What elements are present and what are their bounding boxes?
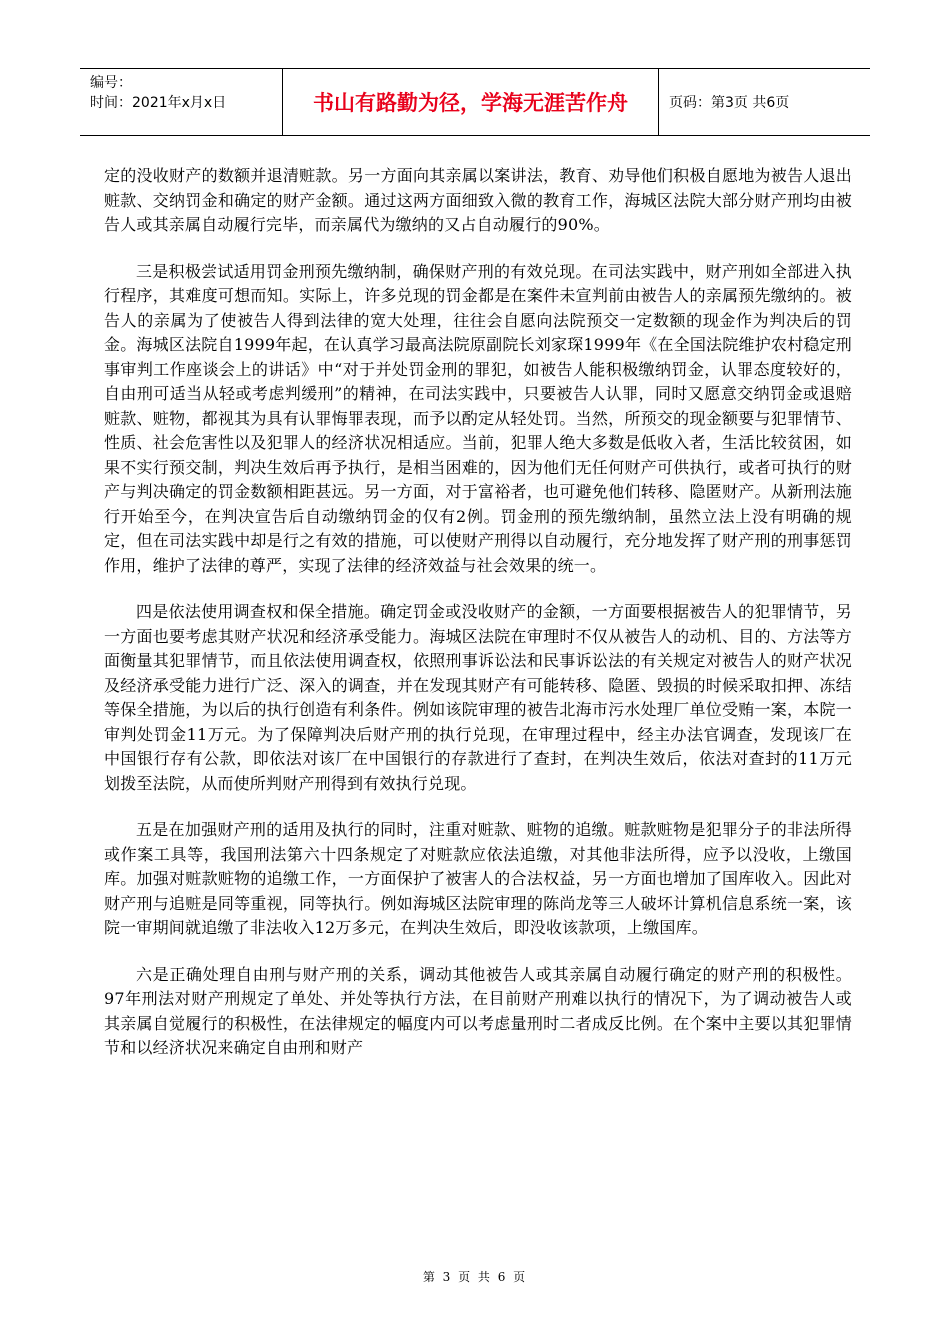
header-page-info: 页码：第3页 共6页 xyxy=(669,95,790,111)
header-meta xyxy=(80,69,283,135)
page-footer: 第 3 页 共 6 页 xyxy=(422,1270,528,1284)
document-number-label: 编号： xyxy=(90,75,132,91)
paragraph: 四是依法使用调查权和保全措施。确定罚金或没收财产的金额，一方面要根据被告人的犯罪情节，另一方面也要考虑其财产状况和经济承受能力。海城区法院在审理时不仅从被告人的动机、目的、方法等方面衡量其犯罪情节，而且依法使用调查权，依照刑事诉讼法和民事诉讼法的有关规定对被告人的财产状况及经济承受能力进行广泛、深入的调查，并在发现其财产有可能转移、隐匿、毁损的时候采取扣押、冻结等保全措施，为以后的执行创造有利条件。例如该院审理的被告北海市污水处理厂单位受贿一案，本院一审判处罚金11万元。为了保障判决后财产刑的执行兑现，在审理过程中，经主办法官调查，发现该厂在中国银行存有公款，即依法对该厂在中国银行的存款进行了查封，在判决生效后，依法对查封的11万元划拨至法院，从而使所判财产刑得到有效执行兑现。 xyxy=(104,602,852,793)
paragraph: 六是正确处理自由刑与财产刑的关系，调动其他被告人或其亲属自动履行确定的财产刑的积极性。97年刑法对财产刑规定了单处、并处等执行方法，在目前财产刑难以执行的情况下，为了调动被告人或其亲属自觉履行的积极性，在法律规定的幅度内可以考虑量刑时二者成反比例。在个案中主要以其犯罪情节和以经济状况来确定自由刑和财产 xyxy=(104,964,852,1057)
paragraph: 五是在加强财产刑的适用及执行的同时，注重对赃款、赃物的追缴。赃款赃物是犯罪分子的非法所得或作案工具等，我国刑法第六十四条规定了对赃款应依法追缴，对其他非法所得，应予以没收，上缴国库。加强对赃款赃物的追缴工作，一方面保护了被害人的合法权益，另一方面也增加了国库收入。因此对财产刑与追赃是同等重视，同等执行。例如海城区法院审理的陈尚龙等三人破坏计算机信息系统一案，该院一审期间就追缴了非法收入12万多元，在判决生效后，即没收该款项，上缴国库。 xyxy=(104,820,852,937)
page-header xyxy=(80,68,870,136)
document-body xyxy=(104,164,852,1083)
header-motto: 书山有路勤为径，学海无涯苦作舟 xyxy=(283,69,659,135)
paragraph: 三是积极尝试适用罚金刑预先缴纳制，确保财产刑的有效兑现。在司法实践中，财产刑如全部进入执行程序，其难度可想而知。实际上，许多兑现的罚金都是在案件未宣判前由被告人的亲属预先缴纳的。被告人的亲属为了使被告人得到法律的宽大处理，往往会自愿向法院预交一定数额的现金作为判决后的罚金。海城区法院自1999年起，在认真学习最高法院原副院长刘家琛1999年《在全国法院维护农村稳定刑事审判工作座谈会上的讲话》中“对于并处罚金刑的罪犯，如被告人能积极缴纳罚金，认罪态度较好的，自由刑可适当从轻或考虑判缓刑”的精神，在司法实践中，只要被告人认罪，同时又愿意交纳罚金或退赔赃款、赃物，都视其为具有认罪悔罪表现，而予以酌定从轻处罚。当然，所预交的现金额要与犯罪情节、性质、社会危害性以及犯罪人的经济状况相适应。当前，犯罪人绝大多数是低收入者，生活比较贫困，如果不实行预交制，判决生效后再予执行，是相当困难的，因为他们无任何财产可供执行，或者可执行的财产与判决确定的罚金数额相距甚远。另一方面，对于富裕者，也可避免他们转移、隐匿财产。从新刑法施行开始至今，在判决宣告后自动缴纳罚金的仅有2例。罚金刑的预先缴纳制，虽然立法上没有明确的规定，但在司法实践中却是行之有效的措施，可以使财产刑得以自动履行，充分地发挥了财产刑的刑事惩罚作用，维护了法律的尊严，实现了法律的经济效益与社会效果的统一。 xyxy=(104,261,852,575)
document-time-label: 时间：2021年x月x日 xyxy=(90,95,227,111)
paragraph: 定的没收财产的数额并退清赃款。另一方面向其亲属以案讲法，教育、劝导他们积极自愿地为被告人退出赃款、交纳罚金和确定的财产金额。通过这两方面细致入微的教育工作，海城区法院大部分财产刑均由被告人或其亲属自动履行完毕，而亲属代为缴纳的又占自动履行的90%。 xyxy=(104,166,852,234)
